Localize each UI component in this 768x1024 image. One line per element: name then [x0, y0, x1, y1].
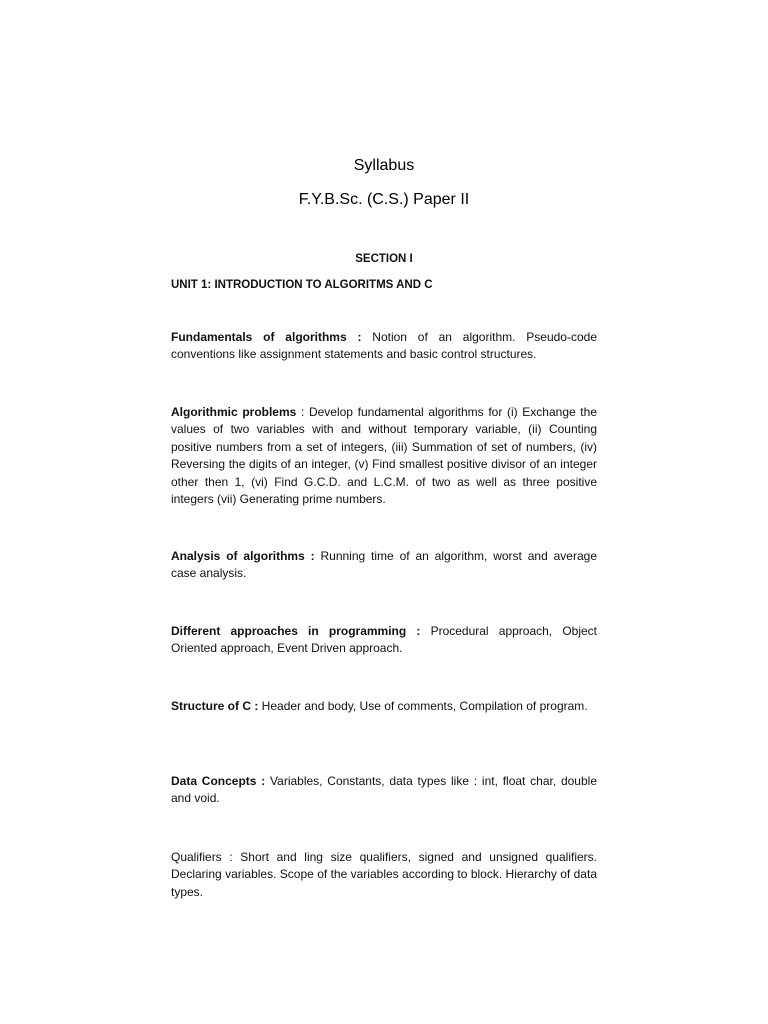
- topic-paragraph: [171, 623, 597, 658]
- unit-heading: UNIT 1: INTRODUCTION TO ALGORITMS AND C: [171, 279, 433, 291]
- topic-body: Procedural approach, Object Oriented approach, Event Driven approach.: [171, 624, 597, 656]
- topic-body: Variables, Constants, data types like : int, float char, double and void.: [171, 774, 597, 806]
- topic-heading: Fundamentals of algorithms :: [171, 330, 362, 344]
- topic-paragraph: [171, 849, 597, 901]
- topic-heading: Algorithmic problems: [171, 405, 297, 419]
- document-subtitle: F.Y.B.Sc. (C.S.) Paper II: [298, 191, 470, 208]
- topic-heading: Structure of C :: [171, 699, 259, 713]
- topic-body: Header and body, Use of comments, Compilation of program.: [258, 699, 588, 713]
- topic-heading: Different approaches in programming :: [171, 624, 421, 638]
- topic-heading: Analysis of algorithms :: [171, 549, 315, 563]
- topic-paragraph: [171, 404, 597, 508]
- topic-paragraph: [171, 548, 597, 583]
- topic-paragraph: [171, 698, 597, 715]
- document-title: Syllabus: [353, 157, 415, 174]
- topic-paragraph: [171, 329, 597, 364]
- topic-body: Notion of an algorithm. Pseudo-code conventions like assignment statements and basic control structures.: [171, 330, 597, 362]
- section-heading: SECTION I: [355, 253, 413, 265]
- topic-body: : Develop fundamental algorithms for (i) Exchange the values of two variables with and without temporary variable, (ii) Counting positive numbers from a set of integers, (iii) Summation of set of numbers, (iv) Reversing the digits of an integer, (v) Find smallest positive divisor of an integer other then 1, (vi) Find G.C.D. and L.C.M. of two as well as three positive integers (vii) Generating prime numbers.: [171, 405, 597, 507]
- topic-body: Running time of an algorithm, worst and average case analysis.: [171, 549, 597, 581]
- topic-heading: Data Concepts :: [171, 774, 266, 788]
- topic-paragraph: [171, 773, 597, 808]
- topic-body: Qualifiers : Short and ling size qualifiers, signed and unsigned qualifiers. Declaring variables. Scope of the variables according to block. Hierarchy of data types.: [171, 850, 597, 899]
